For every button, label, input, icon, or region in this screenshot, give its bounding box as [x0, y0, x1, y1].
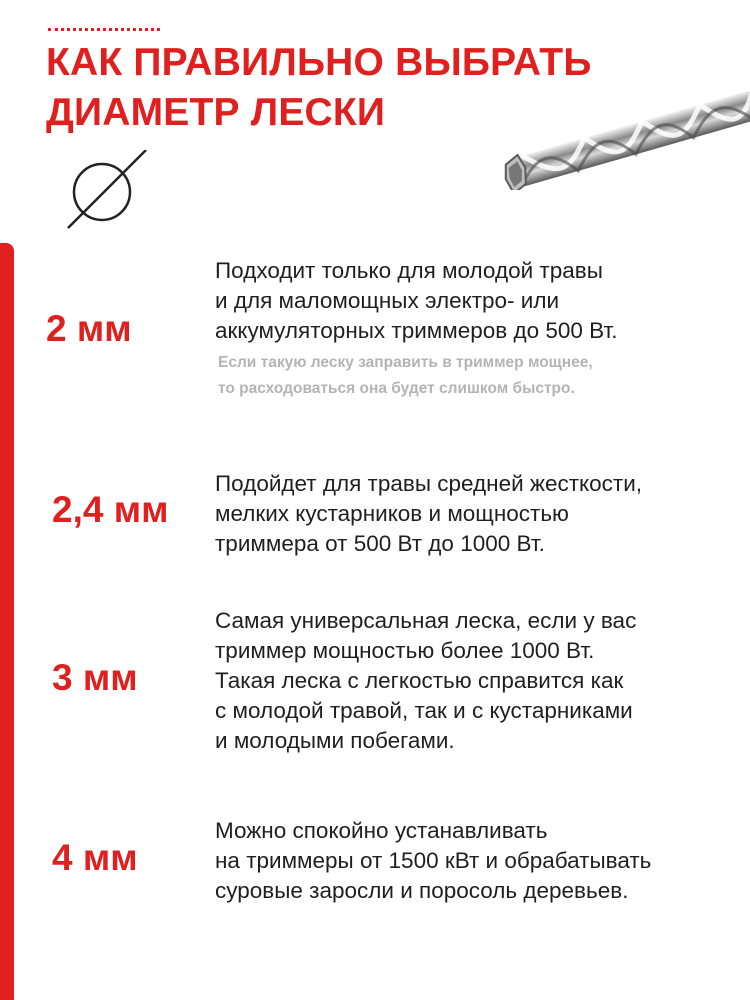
- size-label-4mm: 4 мм: [52, 837, 138, 878]
- description-3mm: [215, 606, 636, 756]
- description-line: аккумуляторных триммеров до 500 Вт.: [215, 318, 618, 343]
- description-line: Подойдет для травы средней жесткости,: [215, 471, 643, 496]
- description-line: триммер мощностью более 1000 Вт.: [215, 638, 595, 663]
- diameter-icon: [64, 150, 148, 230]
- description-line: триммера от 500 Вт до 1000 Вт.: [215, 531, 545, 556]
- title-line-2: ДИАМЕТР ЛЕСКИ: [46, 91, 386, 134]
- description-line: с молодой травой, так и с кустарниками: [215, 698, 633, 723]
- description-2mm: [215, 256, 618, 346]
- note-2mm: [218, 350, 593, 402]
- description-line: Подходит только для молодой травы: [215, 258, 603, 283]
- description-line: на триммеры от 1500 кВт и обрабатывать: [215, 848, 652, 873]
- size-label-2mm: 2 мм: [46, 308, 132, 349]
- decorative-dotted-line: [48, 28, 160, 31]
- description-line: Такая леска с легкостью справится как: [215, 668, 624, 693]
- description-line: суровые заросли и поросоль деревьев.: [215, 878, 629, 903]
- description-line: и молодыми побегами.: [215, 728, 455, 753]
- description-line: Самая универсальная леска, если у вас: [215, 608, 637, 633]
- note-line: то расходоваться она будет слишком быстро.: [218, 380, 575, 397]
- description-line: мелких кустарников и мощностью: [215, 501, 569, 526]
- left-accent-bar: [0, 243, 14, 1000]
- description-2-4mm: [215, 469, 642, 559]
- description-4mm: [215, 816, 651, 906]
- description-line: Можно спокойно устанавливать: [215, 818, 548, 843]
- note-line: Если такую леску заправить в триммер мощнее,: [218, 354, 593, 371]
- size-label-2-4mm: 2,4 мм: [52, 489, 169, 530]
- size-label-3mm: 3 мм: [52, 657, 138, 698]
- trimmer-line-image: [490, 80, 750, 190]
- title-line-1: КАК ПРАВИЛЬНО ВЫБРАТЬ: [46, 41, 592, 84]
- description-line: и для маломощных электро- или: [215, 288, 560, 313]
